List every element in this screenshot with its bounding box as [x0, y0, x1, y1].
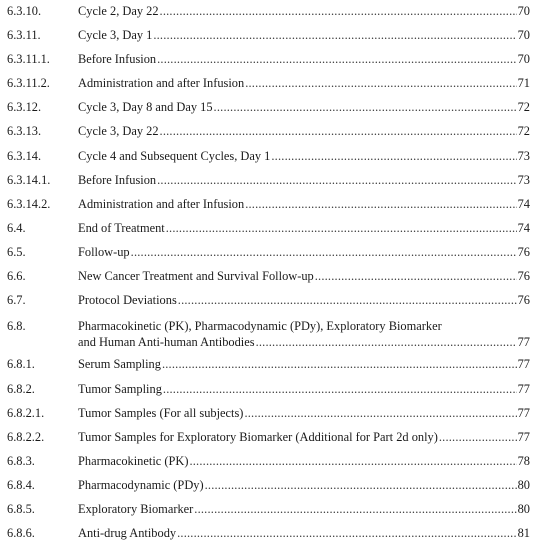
section-title: Pharmacokinetic (PK)	[78, 454, 189, 468]
dot-leader	[189, 453, 516, 469]
toc-entry[interactable]	[7, 244, 530, 260]
page-number: 77	[517, 382, 530, 396]
page-number: 80	[517, 478, 530, 492]
page-number: 70	[517, 28, 530, 42]
toc-entry[interactable]	[7, 405, 530, 421]
dot-leader	[205, 477, 517, 493]
section-number: 6.3.11.	[7, 28, 41, 42]
toc-entry[interactable]	[7, 381, 530, 397]
section-title: Tumor Samples (For all subjects)	[78, 406, 244, 420]
dot-leader	[153, 27, 516, 43]
section-number: 6.8.2.	[7, 382, 35, 396]
section-title: Administration and after Infusion	[78, 197, 245, 211]
section-title: Tumor Sampling	[78, 382, 162, 396]
section-number: 6.4.	[7, 221, 26, 235]
section-title: Exploratory Biomarker	[78, 502, 194, 516]
section-number: 6.8.2.1.	[7, 406, 45, 420]
section-number: 6.7.	[7, 293, 26, 307]
section-number: 6.6.	[7, 269, 26, 283]
section-title: Cycle 3, Day 1	[78, 28, 153, 42]
page-number: 72	[517, 100, 530, 114]
toc-entry[interactable]	[7, 148, 530, 164]
section-number: 6.3.11.2.	[7, 76, 50, 90]
section-title: Cycle 2, Day 22	[78, 4, 159, 18]
section-title: Tumor Samples for Exploratory Biomarker (Additional for Part 2d only)	[78, 430, 438, 444]
page-number: 70	[517, 4, 530, 18]
section-title: New Cancer Treatment and Survival Follow-up	[78, 269, 314, 283]
section-number: 6.5.	[7, 245, 26, 259]
toc-entry[interactable]	[7, 123, 530, 139]
dot-leader	[194, 501, 516, 517]
section-number: 6.3.14.	[7, 149, 42, 163]
section-title: Before Infusion	[78, 52, 157, 66]
section-title-line2: and Human Anti-human Antibodies	[78, 335, 255, 349]
section-number: 6.3.14.1.	[7, 173, 51, 187]
section-title: Anti-drug Antibody	[78, 526, 177, 540]
page-number: 76	[517, 293, 530, 307]
toc-entry[interactable]	[7, 453, 530, 469]
section-title: Cycle 3, Day 22	[78, 124, 159, 138]
dot-leader	[166, 220, 517, 236]
page-number: 81	[517, 526, 530, 540]
dot-leader	[157, 172, 517, 188]
page-number: 80	[517, 502, 530, 516]
dot-leader	[157, 51, 517, 67]
page-number: 78	[517, 454, 530, 468]
page-number: 77	[517, 430, 530, 444]
dot-leader	[256, 334, 517, 350]
page-number: 77	[517, 335, 530, 349]
section-number: 6.3.12.	[7, 100, 42, 114]
dot-leader	[178, 292, 517, 308]
section-number: 6.3.14.2.	[7, 197, 51, 211]
dot-leader	[163, 381, 517, 397]
toc-entry[interactable]	[7, 27, 530, 43]
section-title: Follow-up	[78, 245, 130, 259]
section-number: 6.8.3.	[7, 454, 35, 468]
section-title-line1: Pharmacokinetic (PK), Pharmacodynamic (PDy), Exploratory Biomarker	[78, 319, 442, 333]
toc-entry[interactable]	[7, 75, 530, 91]
section-number: 6.3.10.	[7, 4, 42, 18]
section-number: 6.3.11.1.	[7, 52, 50, 66]
section-title: Protocol Deviations	[78, 293, 177, 307]
section-number: 6.3.13.	[7, 124, 42, 138]
toc-entry[interactable]	[7, 525, 530, 541]
page-number: 71	[517, 76, 530, 90]
dot-leader	[131, 244, 517, 260]
section-title: Cycle 4 and Subsequent Cycles, Day 1	[78, 149, 271, 163]
toc-entry[interactable]	[7, 268, 530, 284]
dot-leader	[162, 356, 517, 372]
section-title: Serum Sampling	[78, 357, 161, 371]
toc-entry[interactable]	[7, 196, 530, 212]
toc-entry[interactable]	[7, 318, 530, 350]
toc-entry[interactable]	[7, 429, 530, 445]
section-number: 6.8.	[7, 319, 26, 333]
toc-entry[interactable]	[7, 501, 530, 517]
toc-entry[interactable]	[7, 477, 530, 493]
dot-leader	[244, 405, 516, 421]
section-title: End of Treatment	[78, 221, 165, 235]
page-number: 74	[517, 221, 530, 235]
dot-leader	[177, 525, 517, 541]
toc-entry[interactable]	[7, 99, 530, 115]
section-title: Before Infusion	[78, 173, 157, 187]
section-number: 6.8.6.	[7, 526, 35, 540]
dot-leader	[214, 99, 517, 115]
section-number: 6.8.4.	[7, 478, 35, 492]
section-number: 6.8.1.	[7, 357, 35, 371]
dot-leader	[245, 196, 516, 212]
page-number: 73	[517, 149, 530, 163]
toc-entry[interactable]	[7, 172, 530, 188]
section-number: 6.8.2.2.	[7, 430, 45, 444]
page-number: 77	[517, 357, 530, 371]
toc-entry[interactable]	[7, 220, 530, 236]
section-number: 6.8.5.	[7, 502, 35, 516]
dot-leader	[315, 268, 517, 284]
toc-entry[interactable]	[7, 356, 530, 372]
toc-entry[interactable]	[7, 51, 530, 67]
section-title: Pharmacodynamic (PDy)	[78, 478, 204, 492]
dot-leader	[160, 3, 517, 19]
page-number: 76	[517, 245, 530, 259]
page-number: 72	[517, 124, 530, 138]
dot-leader	[271, 148, 516, 164]
section-title: Cycle 3, Day 8 and Day 15	[78, 100, 213, 114]
page-number: 76	[517, 269, 530, 283]
page-number: 77	[517, 406, 530, 420]
dot-leader	[160, 123, 517, 139]
page-number: 73	[517, 173, 530, 187]
dot-leader	[439, 429, 517, 445]
toc-entry[interactable]	[7, 3, 530, 19]
page-number: 70	[517, 52, 530, 66]
section-title: Administration and after Infusion	[78, 76, 245, 90]
dot-leader	[245, 75, 516, 91]
toc-entry[interactable]	[7, 292, 530, 308]
page-number: 74	[517, 197, 530, 211]
